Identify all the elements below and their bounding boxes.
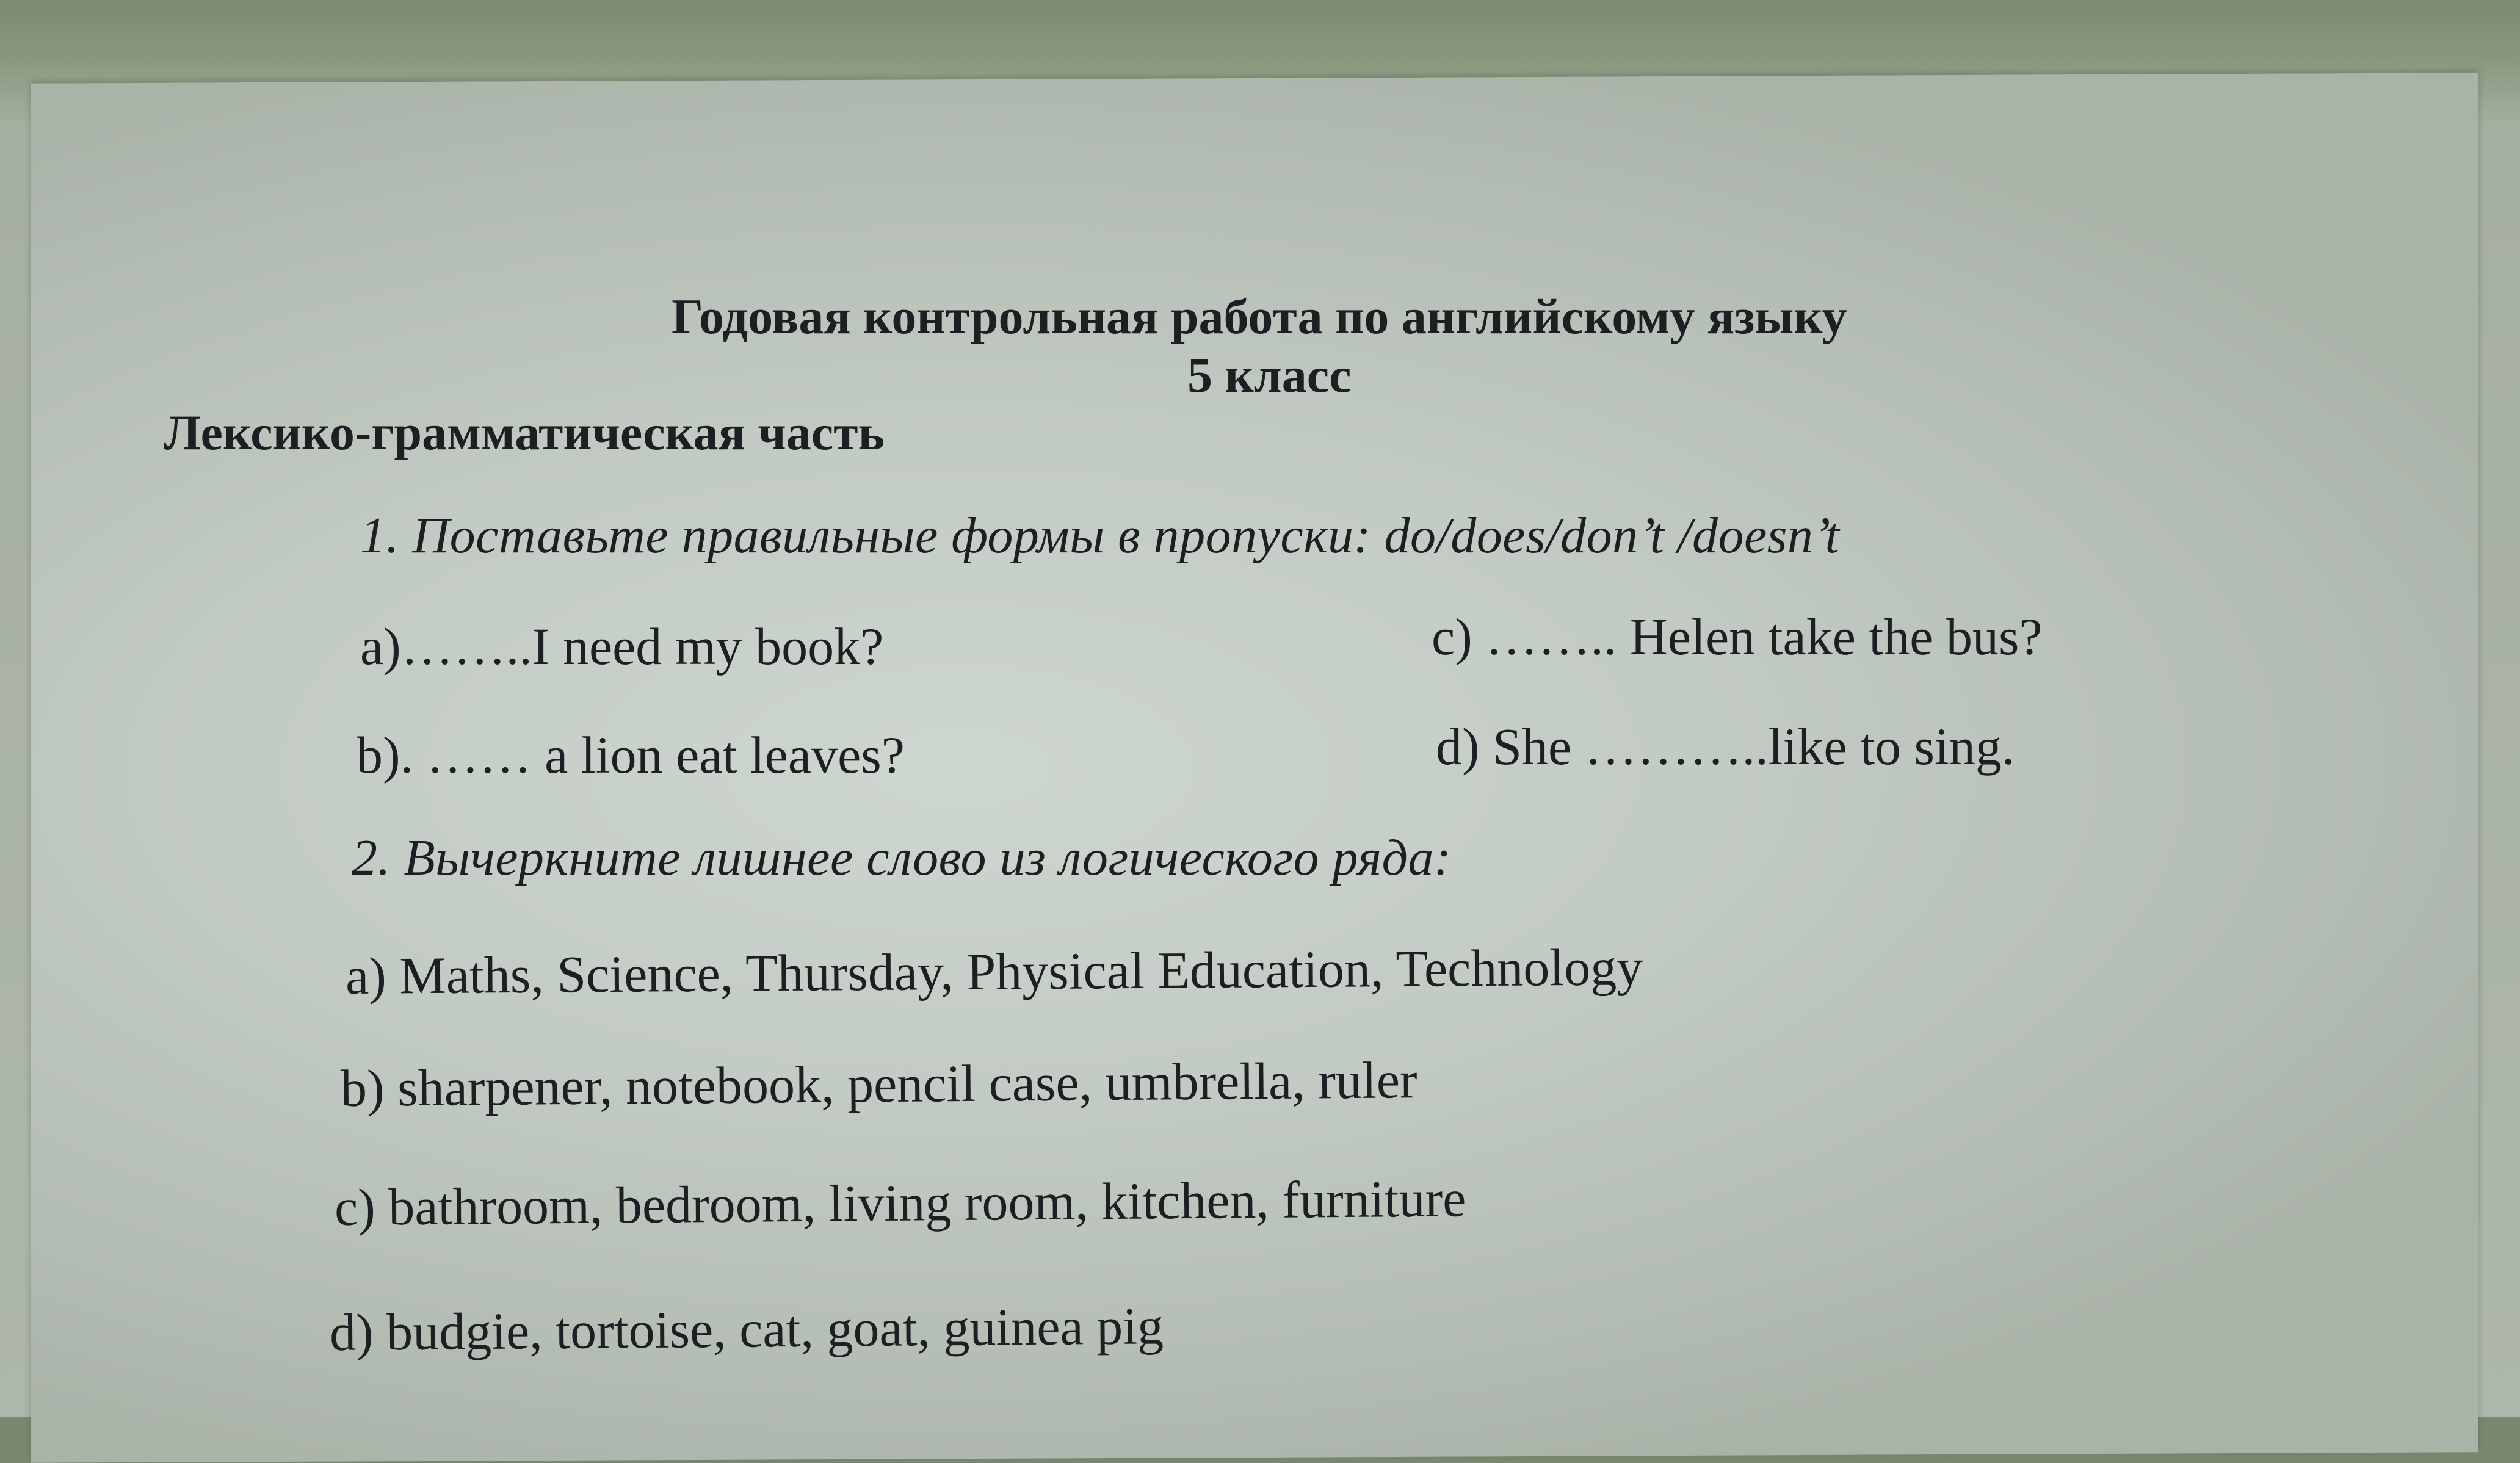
task2-item-c: c) bathroom, bedroom, living room, kitchen, furniture <box>334 1169 1466 1237</box>
task1-item-c: c) …….. Helen take the bus? <box>1432 607 2043 666</box>
grade-label: 5 класс <box>1187 347 1352 403</box>
task1-item-a: a)……..I need my book? <box>360 617 884 676</box>
section-heading: Лексико-грамматическая часть <box>164 405 885 460</box>
task1-instruction: 1. Поставьте правильные формы в пропуски: do/does/don’t /doesn’t <box>360 507 1840 564</box>
page-title: Годовая контрольная работа по английскому языку <box>672 289 1847 344</box>
task2-item-a: a) Maths, Science, Thursday, Physical Education, Technology <box>345 937 1643 1005</box>
task1-item-d: d) She ………..like to sing. <box>1436 717 2015 776</box>
task2-instruction: 2. Вычеркните лишнее слово из логического ряда: <box>352 829 1452 886</box>
task2-item-d: d) budgie, tortoise, cat, goat, guinea pig <box>329 1296 1164 1362</box>
task2-item-b: b) sharpener, notebook, pencil case, umbrella, ruler <box>340 1050 1418 1118</box>
task1-item-b: b). …… a lion eat leaves? <box>357 726 905 784</box>
